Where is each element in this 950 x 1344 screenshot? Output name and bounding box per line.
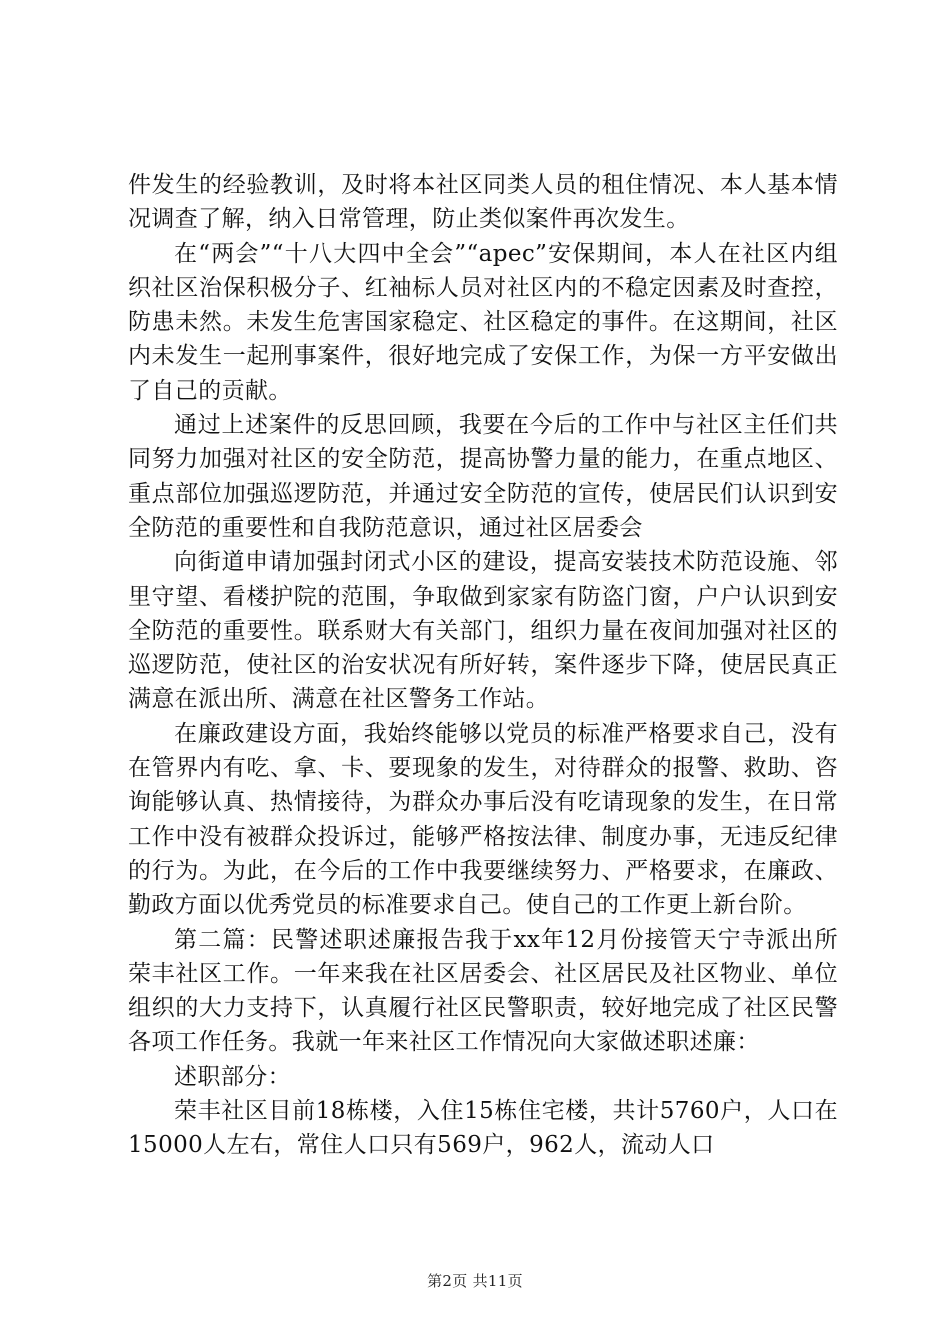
document-body (128, 168, 838, 1163)
page-footer: 第2页 共11页 (427, 1272, 523, 1290)
paragraph-continuation: 件发生的经验教训，及时将本社区同类人员的租住情况、本人基本情况调查了解，纳入日常管理，防止类似案件再次发生。 (128, 172, 838, 233)
paragraph-integrity: 在廉政建设方面，我始终能够以党员的标准严格要求自己，没有在管界内有吃、拿、卡、要现象的发生，对待群众的报警、救助、咨询能够认真、热情接待，为群众办事后没有吃请现象的发生，在日常工作中没有被群众投诉过，能够严格按法律、制度办事，无违反纪律的行为。为此，在今后的工作中我要继续努力、严格要求，在廉政、勤政方面以优秀党员的标准要求自己。使自己的工作更上新台阶。 (128, 720, 838, 919)
paragraph-second-report: 第二篇：民警述职述廉报告我于xx年12月份接管天宁寺派出所荣丰社区工作。一年来我在社区居委会、社区居民及社区物业、单位组织的大力支持下，认真履行社区民警职责，较好地完成了社区民警各项工作任务。我就一年来社区工作情况向大家做述职述廉： (128, 926, 838, 1056)
paragraph-community-stats: 荣丰社区目前18栋楼，入住15栋住宅楼，共计5760户，人口在15000人左右，常住人口只有569户，962人，流动人口 (128, 1098, 838, 1159)
paragraph-reflection: 通过上述案件的反思回顾，我要在今后的工作中与社区主任们共同努力加强对社区的安全防范，提高协警力量的能力，在重点地区、重点部位加强巡逻防范，并通过安全防范的宣传，使居民们认识到安全防范的重要性和自我防范意识，通过社区居委会 (128, 412, 838, 541)
paragraph-security-period: 在“两会”“十八大四中全会”“apec”安保期间，本人在社区内组织社区治保积极分子、红袖标人员对社区内的不稳定因素及时查控，防患未然。未发生危害国家稳定、社区稳定的事件。在这期间，社区内未发生一起刑事案件，很好地完成了安保工作，为保一方平安做出了自己的贡献。 (128, 240, 838, 404)
paragraph-street-application: 向街道申请加强封闭式小区的建设，提高安装技术防范设施、邻里守望、看楼护院的范围，争取做到家家有防盗门窗，户户认识到安全防范的重要性。联系财大有关部门，组织力量在夜间加强对社区的巡逻防范，使社区的治安状况有所好转，案件逐步下降，使居民真正满意在派出所、满意在社区警务工作站。 (128, 549, 838, 713)
paragraph-section-heading: 述职部分： (174, 1063, 291, 1090)
